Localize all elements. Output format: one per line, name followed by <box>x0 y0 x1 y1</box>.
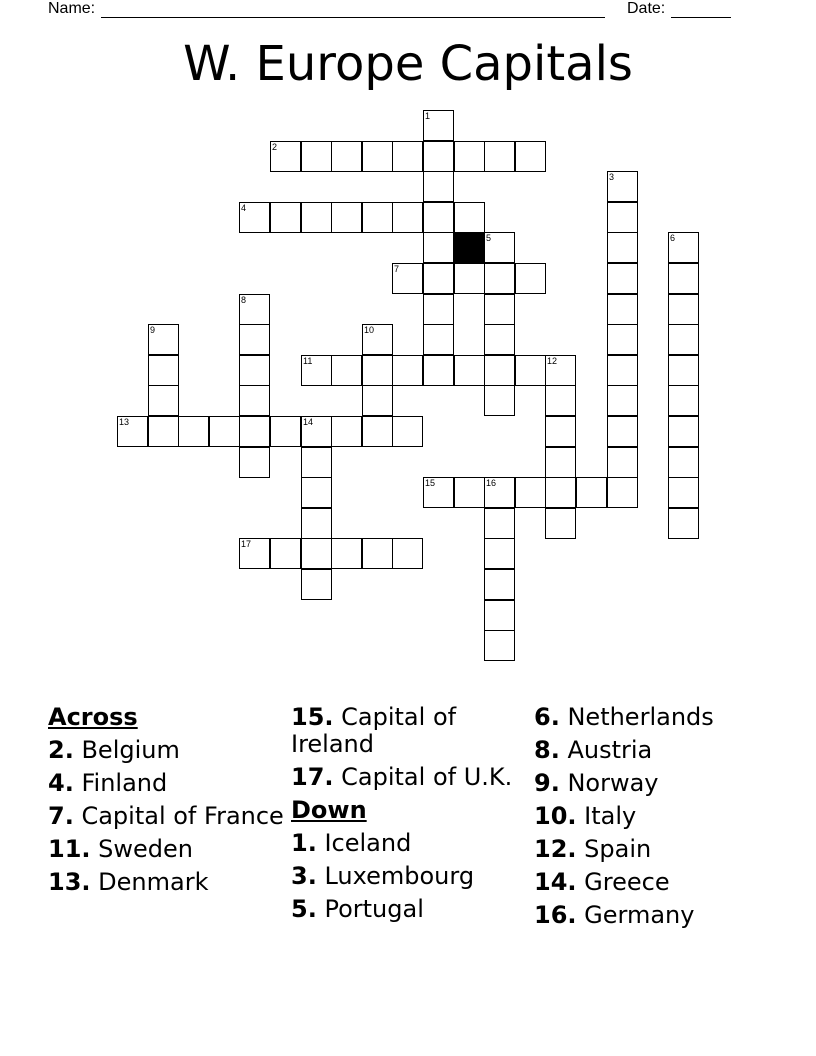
grid-cell[interactable] <box>484 538 515 569</box>
clue-number-2: 2 <box>272 142 278 152</box>
grid-cell[interactable] <box>239 324 270 355</box>
clue-number: 10. <box>534 802 577 830</box>
grid-cell[interactable] <box>454 141 485 172</box>
down-clue <box>534 836 774 863</box>
grid-cell[interactable] <box>484 508 515 539</box>
clues-column-2 <box>291 704 531 929</box>
black-cell <box>454 232 485 263</box>
grid-cell[interactable] <box>607 202 638 233</box>
grid-cell[interactable] <box>178 416 209 447</box>
clue-text: Norway <box>567 769 659 797</box>
clue-number-12: 12 <box>547 356 558 366</box>
grid-cell[interactable] <box>607 263 638 294</box>
grid-cell[interactable] <box>607 477 638 508</box>
grid-cell[interactable] <box>423 294 454 325</box>
clue-number: 6. <box>534 703 560 731</box>
grid-cell[interactable] <box>423 324 454 355</box>
grid-cell[interactable] <box>362 202 393 233</box>
clue-text: Finland <box>81 769 168 797</box>
across-clue <box>48 737 288 764</box>
across-clue-list <box>48 737 288 896</box>
grid-cell[interactable] <box>362 538 393 569</box>
clue-number: 15. <box>291 703 334 731</box>
grid-cell[interactable] <box>668 385 699 416</box>
down-clue <box>291 830 531 857</box>
clue-text: Netherlands <box>567 703 714 731</box>
grid-cell[interactable] <box>484 569 515 600</box>
grid-cell[interactable] <box>484 385 515 416</box>
grid-cell[interactable] <box>484 324 515 355</box>
clue-text: Luxembourg <box>324 862 475 890</box>
clue-number: 4. <box>48 769 74 797</box>
clue-number-8: 8 <box>241 295 247 305</box>
clue-number-13: 13 <box>119 417 130 427</box>
clue-number: 3. <box>291 862 317 890</box>
down-heading: Down <box>291 796 367 824</box>
grid-cell[interactable] <box>270 538 301 569</box>
clue-number-3: 3 <box>609 172 615 182</box>
grid-cell[interactable] <box>545 447 576 478</box>
clue-text: Denmark <box>98 868 209 896</box>
grid-cell[interactable] <box>668 294 699 325</box>
clue-number: 8. <box>534 736 560 764</box>
grid-cell[interactable] <box>301 508 332 539</box>
clue-number-10: 10 <box>364 325 375 335</box>
grid-cell[interactable] <box>668 355 699 386</box>
clues-column-1 <box>48 704 288 902</box>
grid-cell[interactable] <box>362 355 393 386</box>
down-clue <box>291 863 531 890</box>
clue-number-16: 16 <box>486 478 497 488</box>
clue-number-5: 5 <box>486 233 492 243</box>
grid-cell[interactable] <box>148 355 179 386</box>
grid-cell[interactable] <box>668 477 699 508</box>
down-clue <box>534 803 774 830</box>
grid-cell[interactable] <box>423 202 454 233</box>
clue-number: 5. <box>291 895 317 923</box>
grid-cell[interactable] <box>239 416 270 447</box>
grid-cell[interactable] <box>331 141 362 172</box>
grid-cell[interactable] <box>484 355 515 386</box>
grid-cell[interactable] <box>392 416 423 447</box>
grid-cell[interactable] <box>239 447 270 478</box>
clue-text: Iceland <box>324 829 412 857</box>
clue-number-17: 17 <box>241 539 252 549</box>
across-clue <box>48 803 288 830</box>
clue-text: Germany <box>584 901 695 929</box>
clue-text: Spain <box>584 835 652 863</box>
grid-cell[interactable] <box>209 416 240 447</box>
clue-number: 7. <box>48 802 74 830</box>
grid-cell[interactable] <box>454 355 485 386</box>
clue-number-11: 11 <box>303 356 313 366</box>
grid-cell[interactable] <box>392 141 423 172</box>
clues-column-3 <box>534 704 774 935</box>
clue-text: Sweden <box>98 835 193 863</box>
down-clue <box>534 902 774 929</box>
across-clue <box>48 869 288 896</box>
across-heading: Across <box>48 703 138 731</box>
clue-number: 16. <box>534 901 577 929</box>
grid-cell[interactable] <box>270 416 301 447</box>
clue-number: 17. <box>291 763 334 791</box>
grid-cell[interactable] <box>668 508 699 539</box>
grid-cell[interactable] <box>362 141 393 172</box>
grid-cell[interactable] <box>301 202 332 233</box>
clue-number: 14. <box>534 868 577 896</box>
clue-number-1: 1 <box>425 111 431 121</box>
clue-number-9: 9 <box>150 325 156 335</box>
grid-cell[interactable] <box>454 263 485 294</box>
grid-cell[interactable] <box>362 385 393 416</box>
clue-text: Capital of France <box>81 802 284 830</box>
grid-cell[interactable] <box>423 171 454 202</box>
clue-text: Belgium <box>81 736 180 764</box>
across-clue <box>291 704 531 758</box>
across-clue <box>291 764 531 791</box>
grid-cell[interactable] <box>239 385 270 416</box>
grid-cell[interactable] <box>301 447 332 478</box>
grid-cell[interactable] <box>331 202 362 233</box>
grid-cell[interactable] <box>423 232 454 263</box>
grid-cell[interactable] <box>668 324 699 355</box>
clue-text: Portugal <box>324 895 424 923</box>
grid-cell[interactable] <box>607 324 638 355</box>
grid-cell[interactable] <box>423 141 454 172</box>
across-clue <box>48 770 288 797</box>
grid-cell[interactable] <box>423 263 454 294</box>
grid-cell[interactable] <box>392 202 423 233</box>
clue-number: 13. <box>48 868 91 896</box>
grid-cell[interactable] <box>301 538 332 569</box>
grid-cell[interactable] <box>484 600 515 631</box>
grid-cell[interactable] <box>668 447 699 478</box>
down-clue <box>534 704 774 731</box>
grid-cell[interactable] <box>515 141 546 172</box>
grid-cell[interactable] <box>668 263 699 294</box>
across-clue-list-continued <box>291 704 531 791</box>
down-clue <box>534 869 774 896</box>
clue-number-15: 15 <box>425 478 436 488</box>
grid-cell[interactable] <box>301 141 332 172</box>
clue-number: 12. <box>534 835 577 863</box>
down-clue <box>534 737 774 764</box>
down-clue-list <box>291 830 531 923</box>
grid-cell[interactable] <box>454 202 485 233</box>
down-clue-list-continued <box>534 704 774 929</box>
clue-text: Capital of Ireland <box>291 703 457 758</box>
grid-cell[interactable] <box>454 477 485 508</box>
grid-cell[interactable] <box>331 355 362 386</box>
grid-cell[interactable] <box>484 294 515 325</box>
grid-cell[interactable] <box>148 385 179 416</box>
grid-cell[interactable] <box>270 202 301 233</box>
grid-cell[interactable] <box>331 416 362 447</box>
clue-text: Capital of U.K. <box>341 763 513 791</box>
clue-number: 9. <box>534 769 560 797</box>
clue-number-6: 6 <box>670 233 676 243</box>
grid-cell[interactable] <box>545 477 576 508</box>
grid-cell[interactable] <box>607 232 638 263</box>
clue-number: 1. <box>291 829 317 857</box>
grid-cell[interactable] <box>515 263 546 294</box>
across-clue <box>48 836 288 863</box>
clue-number: 2. <box>48 736 74 764</box>
clue-number-4: 4 <box>241 203 247 213</box>
grid-cell[interactable] <box>607 294 638 325</box>
grid-cell[interactable] <box>668 416 699 447</box>
grid-cell[interactable] <box>148 416 179 447</box>
grid-cell[interactable] <box>545 416 576 447</box>
grid-cell[interactable] <box>484 630 515 661</box>
grid-cell[interactable] <box>301 569 332 600</box>
grid-cell[interactable] <box>515 477 546 508</box>
grid-cell[interactable] <box>545 385 576 416</box>
clue-text: Greece <box>584 868 670 896</box>
date-label: Date: <box>627 0 666 17</box>
clue-number-14: 14 <box>303 417 314 427</box>
grid-cell[interactable] <box>607 355 638 386</box>
grid-cell[interactable] <box>607 416 638 447</box>
clue-number: 11. <box>48 835 91 863</box>
name-label: Name: <box>48 0 96 17</box>
grid-cell[interactable] <box>576 477 607 508</box>
clue-number-7: 7 <box>394 264 400 274</box>
clue-text: Austria <box>567 736 653 764</box>
clue-text: Italy <box>584 802 637 830</box>
grid-cell[interactable] <box>545 508 576 539</box>
grid-cell[interactable] <box>607 447 638 478</box>
page-title: W. Europe Capitals <box>183 36 633 92</box>
down-clue <box>534 770 774 797</box>
grid-cell[interactable] <box>392 538 423 569</box>
grid-cell[interactable] <box>331 538 362 569</box>
grid-cell[interactable] <box>362 416 393 447</box>
down-clue <box>291 896 531 923</box>
grid-cell[interactable] <box>423 355 454 386</box>
grid-cell[interactable] <box>484 263 515 294</box>
grid-cell[interactable] <box>392 355 423 386</box>
grid-cell[interactable] <box>301 477 332 508</box>
grid-cell[interactable] <box>484 141 515 172</box>
grid-cell[interactable] <box>515 355 546 386</box>
grid-cell[interactable] <box>607 385 638 416</box>
grid-cell[interactable] <box>239 355 270 386</box>
